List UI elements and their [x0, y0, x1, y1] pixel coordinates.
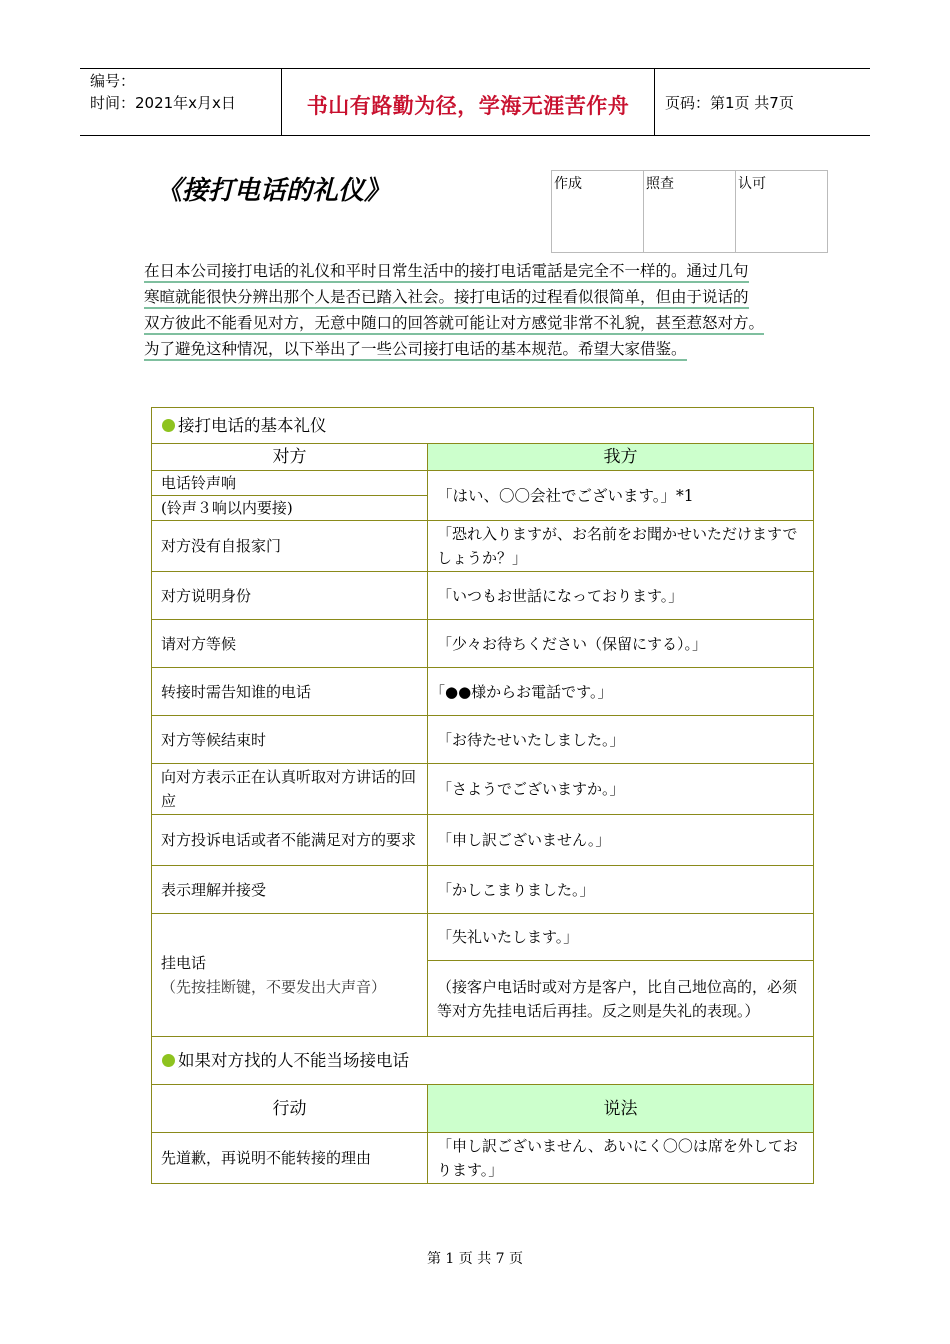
row-right: 「●●様からお電話です。」 — [428, 668, 814, 716]
row-right: 「少々お待ちください（保留にする）。」 — [428, 620, 814, 668]
intro-line: 在日本公司接打电话的礼仪和平时日常生活中的接打电话電話是完全不一样的。通过几句 — [144, 262, 749, 283]
row-left: 先道歉，再说明不能转接的理由 — [152, 1133, 428, 1184]
intro-line: 双方彼此不能看见对方，无意中随口的回答就可能让对方感觉非常不礼貌，甚至惹怒对方。 — [144, 314, 764, 335]
row-left: 对方说明身份 — [152, 572, 428, 620]
row-right: 「申し訳ございません。」 — [428, 815, 814, 866]
row-right: 「申し訳ございません、あいにく〇〇は席を外しております。」 — [428, 1133, 814, 1184]
row-right: 「いつもお世話になっております。」 — [428, 572, 814, 620]
row-left: 电话铃声响 — [152, 471, 428, 496]
header-meta — [90, 70, 236, 114]
intro-line: 为了避免这种情况，以下举出了一些公司接打电话的基本规范。希望大家借鉴。 — [144, 340, 687, 361]
approval-approved: 认可 — [736, 171, 828, 253]
section-title-basic — [152, 408, 814, 444]
intro-line: 寒暄就能很快分辨出那个人是否已踏入社会。接打电话的过程看似很简单，但由于说话的 — [144, 288, 749, 309]
row-left: 表示理解并接受 — [152, 866, 428, 914]
row-left: (铃声３响以内要接) — [152, 496, 428, 521]
row-right: 「さようでございますか。」 — [428, 764, 814, 815]
number-label: 编号： — [90, 72, 136, 90]
row-left: 对方投诉电话或者不能满足对方的要求 — [152, 815, 428, 866]
row-left: 对方等候结束时 — [152, 716, 428, 764]
section-title-text: 接打电话的基本礼仪 — [178, 415, 327, 435]
row-right: 「お待たせいたしました。」 — [428, 716, 814, 764]
hangup-note: （接客户电话时或对方是客户，比自己地位高的，必须等对方先挂电话后再挂。反之则是失礼的表现。） — [428, 961, 814, 1037]
page-label: 页码：第1页 共7页 — [665, 94, 794, 112]
header-bottom-rule — [80, 135, 870, 136]
date-label: 时间：2021年x月x日 — [90, 94, 236, 112]
row-right: 「失礼いたします。」 — [428, 914, 814, 961]
col-header-action: 行动 — [152, 1085, 428, 1133]
row-left: 转接时需告知谁的电话 — [152, 668, 428, 716]
document-title: 《接打电话的礼仪》 — [156, 176, 391, 206]
bullet-icon — [162, 419, 175, 432]
row-left: 请对方等候 — [152, 620, 428, 668]
row-right: 「はい、〇〇会社でございます。」*1 — [428, 471, 814, 521]
col-header-phrase: 说法 — [428, 1085, 814, 1133]
header-motto: 书山有路勤为径，学海无涯苦作舟 — [306, 94, 630, 118]
header-divider — [654, 68, 655, 136]
header-top-rule — [80, 68, 870, 69]
page-footer: 第 1 页 共 7 页 — [426, 1251, 524, 1267]
approval-made: 作成 — [552, 171, 644, 253]
section-title-unavailable — [152, 1037, 814, 1085]
approval-checked: 照查 — [644, 171, 736, 253]
section-title-text: 如果对方找的人不能当场接电话 — [178, 1050, 409, 1070]
bullet-icon — [162, 1054, 175, 1067]
row-right: 「かしこまりました。」 — [428, 866, 814, 914]
row-left-hangup — [152, 914, 428, 1037]
approval-box — [551, 170, 828, 253]
row-left: 对方没有自报家门 — [152, 521, 428, 572]
hangup-label: 挂电话 — [161, 954, 207, 972]
col-header-self: 我方 — [428, 444, 814, 471]
intro-paragraph — [144, 258, 816, 362]
hangup-label-note: （先按挂断键，不要发出大声音） — [161, 978, 387, 996]
etiquette-table — [151, 407, 814, 1184]
col-header-other: 对方 — [152, 444, 428, 471]
row-left: 向对方表示正在认真听取对方讲话的回应 — [152, 764, 428, 815]
row-right: 「恐れ入りますが、お名前をお聞かせいただけますでしょうか？」 — [428, 521, 814, 572]
